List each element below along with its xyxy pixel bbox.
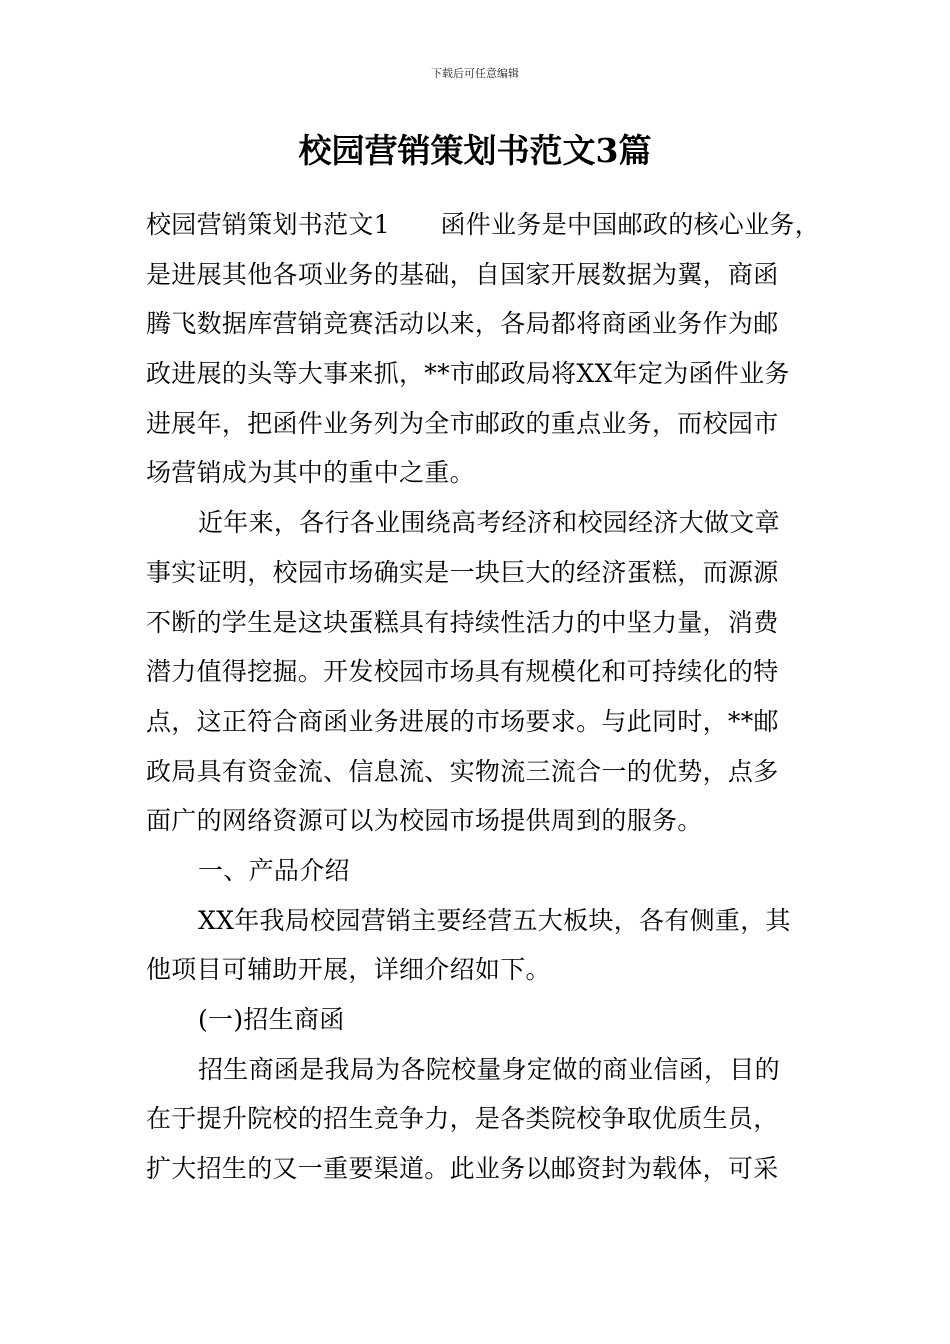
subsection-heading-line: (一)招生商函 (198, 1005, 345, 1034)
body-line: XX年我局校园营销主要经营五大板块，各有侧重，其 (198, 905, 791, 935)
body-line: 点，这正符合商函业务进展的市场要求。与此同时，**邮 (146, 706, 779, 736)
body-line: 近年来，各行各业围绕高考经济和校园经济大做文章 (198, 508, 780, 538)
body-line: 政进展的头等大事来抓，**市邮政局将XX年定为函件业务 (146, 359, 790, 389)
body-line: 面广的网络资源可以为校园市场提供周到的服务。 (146, 806, 703, 836)
body-line: 事实证明，校园市场确实是一块巨大的经济蛋糕，而源源 (146, 557, 779, 587)
body-line: 招生商函是我局为各院校量身定做的商业信函，目的 (198, 1054, 780, 1084)
body-line: 不断的学生是这块蛋糕具有持续性活力的中坚力量，消费 (146, 607, 779, 637)
body-line: 潜力值得挖掘。开发校园市场具有规模化和可持续化的特 (146, 657, 779, 687)
body-line: 扩大招生的又一重要渠道。此业务以邮资封为载体，可采 (146, 1154, 779, 1184)
section-heading-line: 一、产品介绍 (198, 855, 350, 885)
body-line: 在于提升院校的招生竞争力，是各类院校争取优质生员， (146, 1104, 779, 1134)
body-line: 政局具有资金流、信息流、实物流三流合一的优势，点多 (146, 756, 779, 786)
body-line: 进展年，把函件业务列为全市邮政的重点业务，而校园市 (146, 408, 779, 438)
page-header-note: 下载后可任意编辑 (431, 67, 519, 80)
document-title: 校园营销策划书范文3篇 (298, 131, 652, 170)
body-line: 他项目可辅助开展，详细介绍如下。 (146, 955, 551, 985)
body-line: 是进展其他各项业务的基础，自国家开展数据为翼，商函 (146, 259, 779, 289)
body-line: 腾飞数据库营销竞赛活动以来，各局都将商函业务作为邮 (146, 309, 779, 339)
body-line: 场营销成为其中的重中之重。 (146, 458, 475, 488)
body-line: 校园营销策划书范文1 函件业务是中国邮政的核心业务， (146, 210, 821, 239)
document-body (146, 200, 821, 1194)
